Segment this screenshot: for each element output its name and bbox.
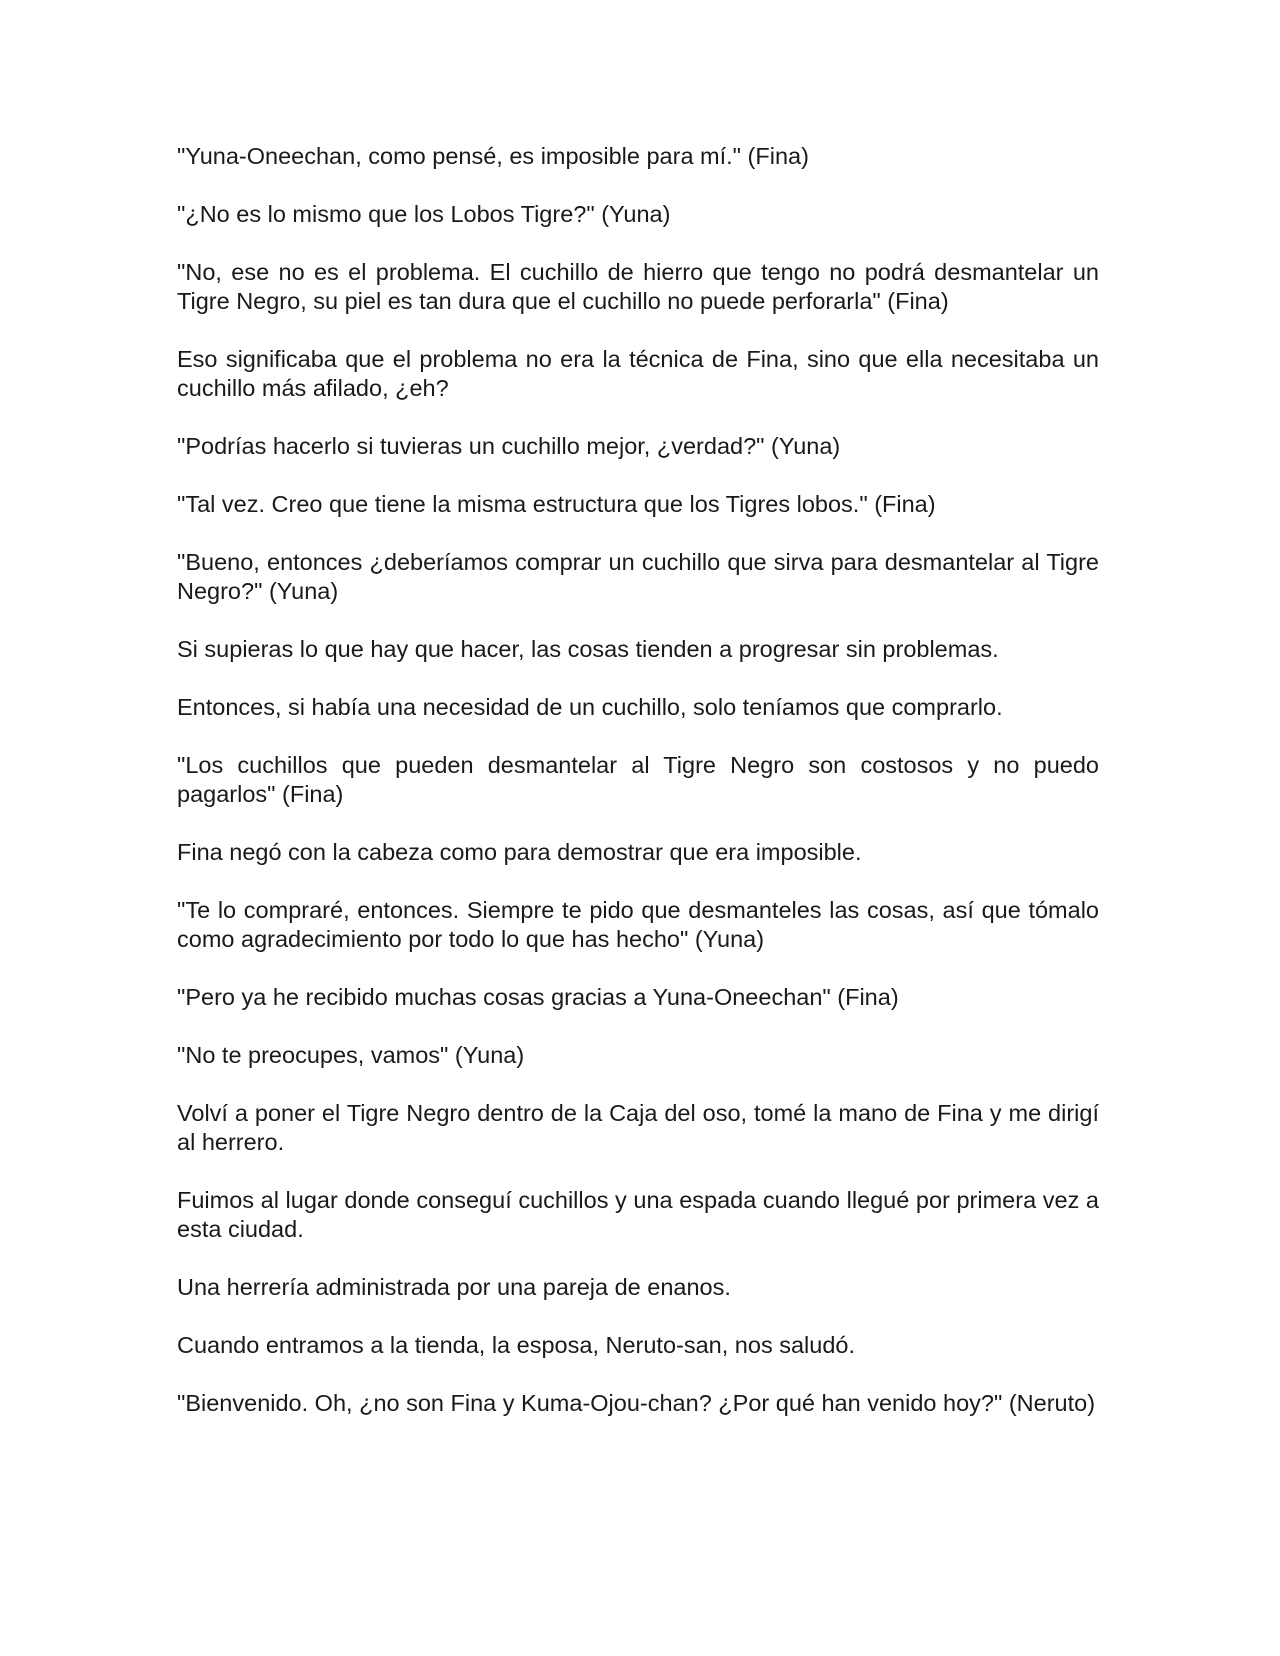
paragraph-9: Entonces, si había una necesidad de un cuchillo, solo teníamos que comprarlo. [177,694,1003,720]
paragraph-14: "No te preocupes, vamos" (Yuna) [177,1042,525,1068]
paragraph-16: Fuimos al lugar donde conseguí cuchillos y una espada cuando llegué por primera vez a esta ciudad. [177,1187,1099,1242]
paragraph-6: "Tal vez. Creo que tiene la misma estructura que los Tigres lobos." (Fina) [177,491,936,517]
paragraph-3: "No, ese no es el problema. El cuchillo de hierro que tengo no podrá desmantelar un Tigre Negro, su piel es tan dura que el cuchillo no puede perforarla" (Fina) [177,259,1099,314]
paragraph-13: "Pero ya he recibido muchas cosas gracias a Yuna-Oneechan" (Fina) [177,984,899,1010]
paragraph-15: Volví a poner el Tigre Negro dentro de la Caja del oso, tomé la mano de Fina y me dirigí al herrero. [177,1100,1099,1155]
paragraph-11: Fina negó con la cabeza como para demostrar que era imposible. [177,839,862,865]
document-page [177,142,1099,1447]
paragraph-19: "Bienvenido. Oh, ¿no son Fina y Kuma-Ojou-chan? ¿Por qué han venido hoy?" (Neruto) [177,1390,1096,1416]
paragraph-5: "Podrías hacerlo si tuvieras un cuchillo mejor, ¿verdad?" (Yuna) [177,433,841,459]
paragraph-12: "Te lo compraré, entonces. Siempre te pido que desmanteles las cosas, así que tómalo como agradecimiento por todo lo que has hecho" (Yuna) [177,897,1099,952]
paragraph-17: Una herrería administrada por una pareja de enanos. [177,1274,731,1300]
paragraph-10: "Los cuchillos que pueden desmantelar al Tigre Negro son costosos y no puedo pagarlos" (Fina) [177,752,1099,807]
paragraph-8: Si supieras lo que hay que hacer, las cosas tienden a progresar sin problemas. [177,636,999,662]
paragraph-18: Cuando entramos a la tienda, la esposa, Neruto-san, nos saludó. [177,1332,856,1358]
paragraph-2: "¿No es lo mismo que los Lobos Tigre?" (Yuna) [177,201,671,227]
paragraph-4: Eso significaba que el problema no era la técnica de Fina, sino que ella necesitaba un cuchillo más afilado, ¿eh? [177,346,1099,401]
paragraph-7: "Bueno, entonces ¿deberíamos comprar un cuchillo que sirva para desmantelar al Tigre Negro?" (Yuna) [177,549,1099,604]
paragraph-1: "Yuna-Oneechan, como pensé, es imposible para mí." (Fina) [177,143,809,169]
